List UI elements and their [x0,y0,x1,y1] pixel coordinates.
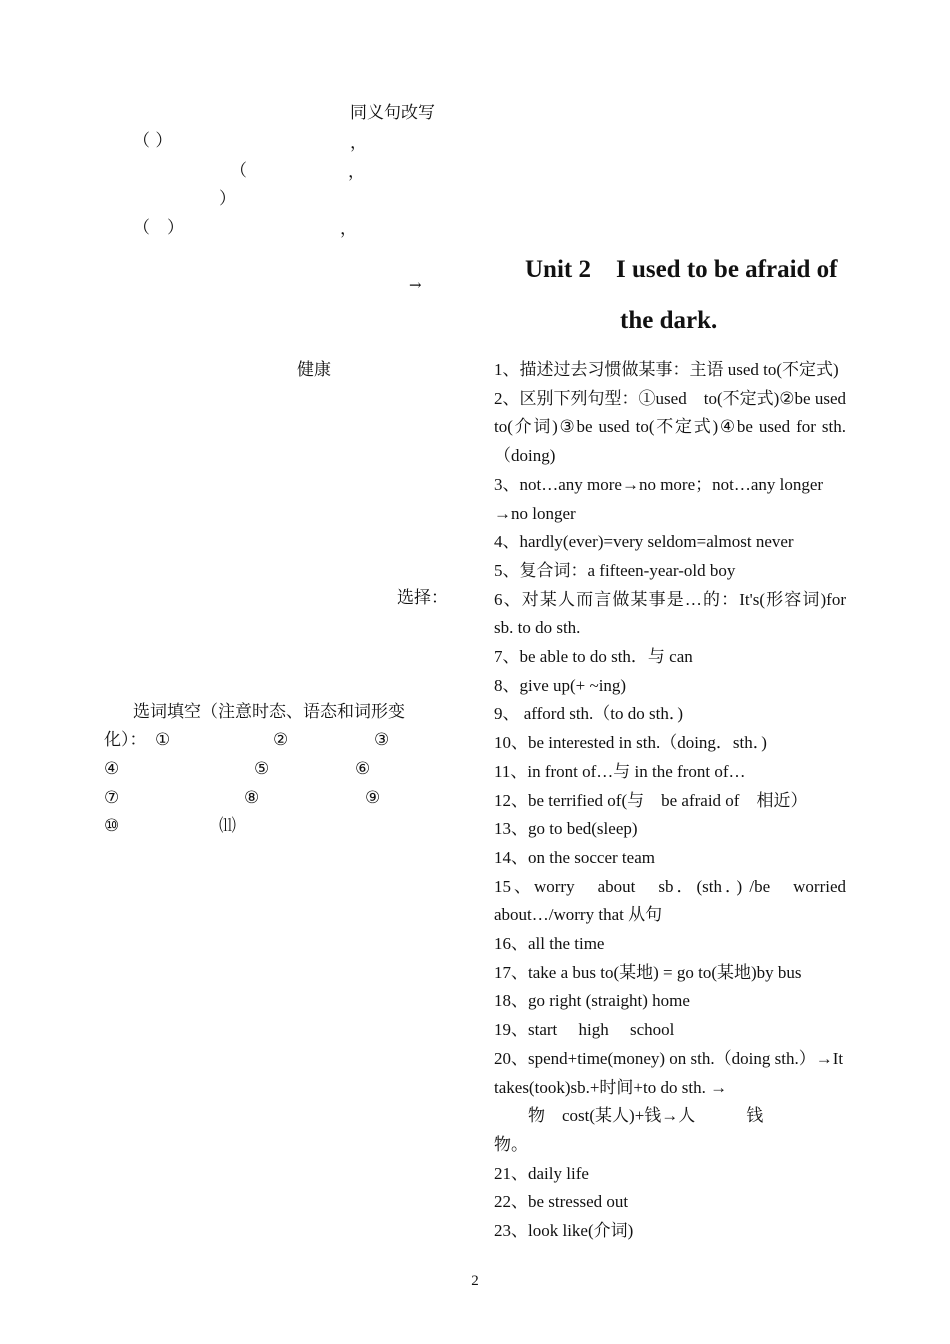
list-item: 19、start high school [494,1020,675,1040]
list-item: 16、all the time [494,934,605,954]
fill-instruction-line1: 选词填空（注意时态、语态和词形变 [133,702,405,722]
list-item: 23、look like(介词) [494,1221,634,1241]
unit-title-line1: Unit 2 I used to be afraid of [525,256,838,283]
fill-instruction-line2: 化）： [104,730,147,750]
list-item: 3、not…any more→no more；not…any longer →no longer [494,474,824,523]
arrow-symbol: → [409,276,422,294]
circled-3: ③ [374,730,390,750]
list-item: 2、区别下列句型：①used to(不定式)②be used to(介词)③be used to(不定式)④be used for sth.（doing) [494,388,846,466]
list-item: 9、 afford sth.（to do sth．) [494,704,684,724]
circled-6: ⑥ [355,759,371,779]
blank-paren-2: （ ） [133,218,184,238]
list-item: 4、hardly(ever)=very seldom=almost never [494,532,794,552]
list-item: 20、spend+time(money) on sth.（doing sth.）→It takes(took)sb.+时间+to do sth. → [494,1048,844,1097]
list-item: 6、对某人而言做某事是…的：It's(形容词)for sb. to do sth. [494,589,846,638]
list-item: 21、daily life [494,1163,589,1183]
list-item: 物 cost(某人)+钱→人 钱 [494,1106,764,1126]
comma-3: ， [340,219,357,239]
unit-title-line2: the dark. [620,307,718,334]
circled-8: ⑧ [244,788,260,808]
circled-1: ① [155,730,171,750]
circled-2: ② [273,730,289,750]
list-item: 22、be stressed out [494,1192,629,1212]
circled-9: ⑨ [365,788,381,808]
comma-2: ， [348,162,365,182]
list-item: 11、in front of…与 in the front of… [494,761,746,781]
list-item: 18、go right (straight) home [494,991,690,1011]
label-choose: 选择： [397,588,448,608]
list-item: 17、take a bus to(某地) = go to(某地)by bus [494,962,802,982]
blank-paren-1: （ ） [133,131,173,151]
list-item: 12、be terrified of(与 be afraid of 相近） [494,790,808,810]
circled-10: ⑩ [104,816,120,836]
section-heading-synonym: 同义句改写 [350,103,435,123]
circled-4: ④ [104,759,120,779]
list-item: 8、give up(+ ~ing) [494,675,627,695]
page-number: 2 [471,1273,479,1289]
list-item: 13、go to bed(sleep) [494,819,638,839]
paren-open: （ [230,161,247,181]
comma-1: ， [350,133,367,153]
list-item: 10、be interested in sth.（doing．sth．) [494,733,767,753]
circled-5: ⑤ [254,759,270,779]
list-item: 15、worry about sb．(sth．) /be worried about…/worry that 从句 [494,876,846,925]
circled-7: ⑦ [104,788,120,808]
label-health: 健康 [297,360,331,380]
list-item: 14、on the soccer team [494,847,655,867]
list-item: 5、复合词：a fifteen-year-old boy [494,560,736,580]
circled-11: ⑾ [219,816,236,836]
list-item: 物。 [494,1134,528,1154]
list-item: 1、描述过去习惯做某事：主语 used to(不定式) [494,360,839,379]
paren-close: ） [219,189,236,209]
list-item: 7、be able to do sth．与 can [494,647,693,667]
key-points-list [494,356,846,1246]
